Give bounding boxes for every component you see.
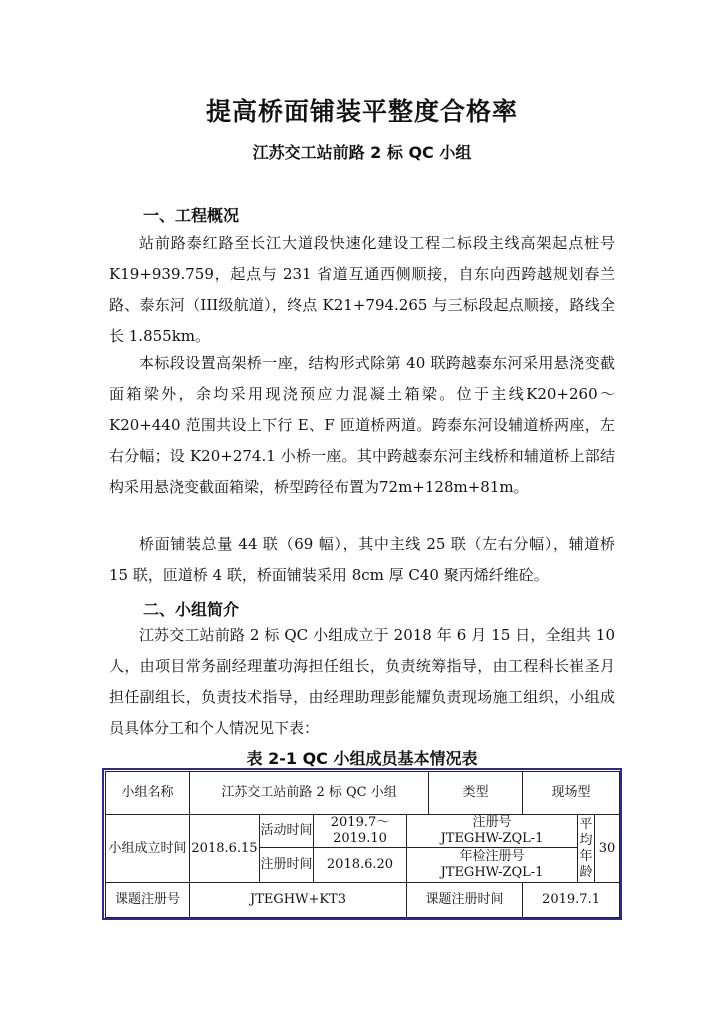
topic-reg-time-value: 2019.7.1: [523, 883, 620, 918]
reg-time-label: 注册时间: [260, 848, 314, 883]
reg-time-value: 2018.6.20: [314, 848, 407, 883]
document-title: 提高桥面铺装平整度合格率: [205, 97, 518, 126]
paragraph-overview-3: 桥面铺装总量 44 联（69 幅），其中主线 25 联（左右分幅），辅道桥 15 联，匝道桥 4 联，桥面铺装采用 8cm 厚 C40 聚丙烯纤维砼。: [109, 535, 615, 584]
paragraph-overview-1: 站前路泰红路至长江大道段快速化建设工程二标段主线高架起点桩号 K19+939.759，起点与 231 省道互通西侧顺接，自东向西跨越规划春兰路、泰东河（III级航道），终点 K21+794.265 与三标段起点顺接，路线全长 1.855km。: [109, 234, 615, 345]
reg-no-value: JTEGHW-ZQL-1: [440, 831, 544, 846]
table-row: [106, 815, 620, 848]
reg-no-label: 注册号: [472, 815, 512, 830]
reg-no-cell: [407, 815, 578, 848]
topic-reg-time-label: 课题注册时间: [407, 883, 523, 918]
topic-reg-label: 课题注册号: [106, 883, 190, 918]
annual-reg-value: JTEGHW-ZQL-1: [440, 865, 544, 880]
team-info-table: [105, 771, 620, 918]
type-label: 类型: [429, 772, 523, 815]
table-row: [106, 772, 620, 815]
avg-age-value: 30: [595, 815, 620, 883]
avg-age-label: 平均年龄: [578, 815, 595, 883]
topic-reg-value: JTEGHW+KT3: [190, 883, 407, 918]
group-name-value: 江苏交工站前路 2 标 QC 小组: [190, 772, 429, 815]
section-heading-overview: 一、工程概况: [143, 206, 240, 225]
founded-value: 2018.6.15: [190, 815, 260, 883]
table-caption: 表 2-1 QC 小组成员基本情况表: [246, 749, 478, 768]
founded-label: 小组成立时间: [106, 815, 190, 883]
paragraph-team-1: 江苏交工站前路 2 标 QC 小组成立于 2018 年 6 月 15 日，全组共 10 人，由项目常务副经理董功海担任组长，负责统筹指导，由工程科长崔圣月担任副组长，负责技术指导，由经理助理彭能耀负责现场施工组织，小组成员具体分工和个人情况见下表：: [109, 626, 615, 737]
activity-label: 活动时间: [260, 815, 314, 848]
table-row: [106, 883, 620, 918]
annual-reg-label: 年检注册号: [459, 849, 525, 864]
section-heading-team: 二、小组简介: [143, 600, 240, 619]
activity-value: 2019.7～2019.10: [314, 815, 407, 848]
document-subtitle: 江苏交工站前路 2 标 QC 小组: [252, 143, 472, 162]
group-name-label: 小组名称: [106, 772, 190, 815]
annual-reg-cell: [407, 848, 578, 883]
paragraph-overview-2: 本标段设置高架桥一座，结构形式除第 40 联跨越泰东河采用悬浇变截面箱梁外，余均采用现浇预应力混凝土箱梁。位于主线K20+260～K20+440 范围共设上下行 E、F 匝道桥两道。跨泰东河设辅道桥两座，左右分幅；设 K20+274.1 小桥一座。其中跨越泰东河主线桥和辅道桥上部结构采用悬浇变截面箱梁，桥型跨径布置为72m+128m+81m。: [109, 354, 615, 496]
type-value: 现场型: [523, 772, 620, 815]
